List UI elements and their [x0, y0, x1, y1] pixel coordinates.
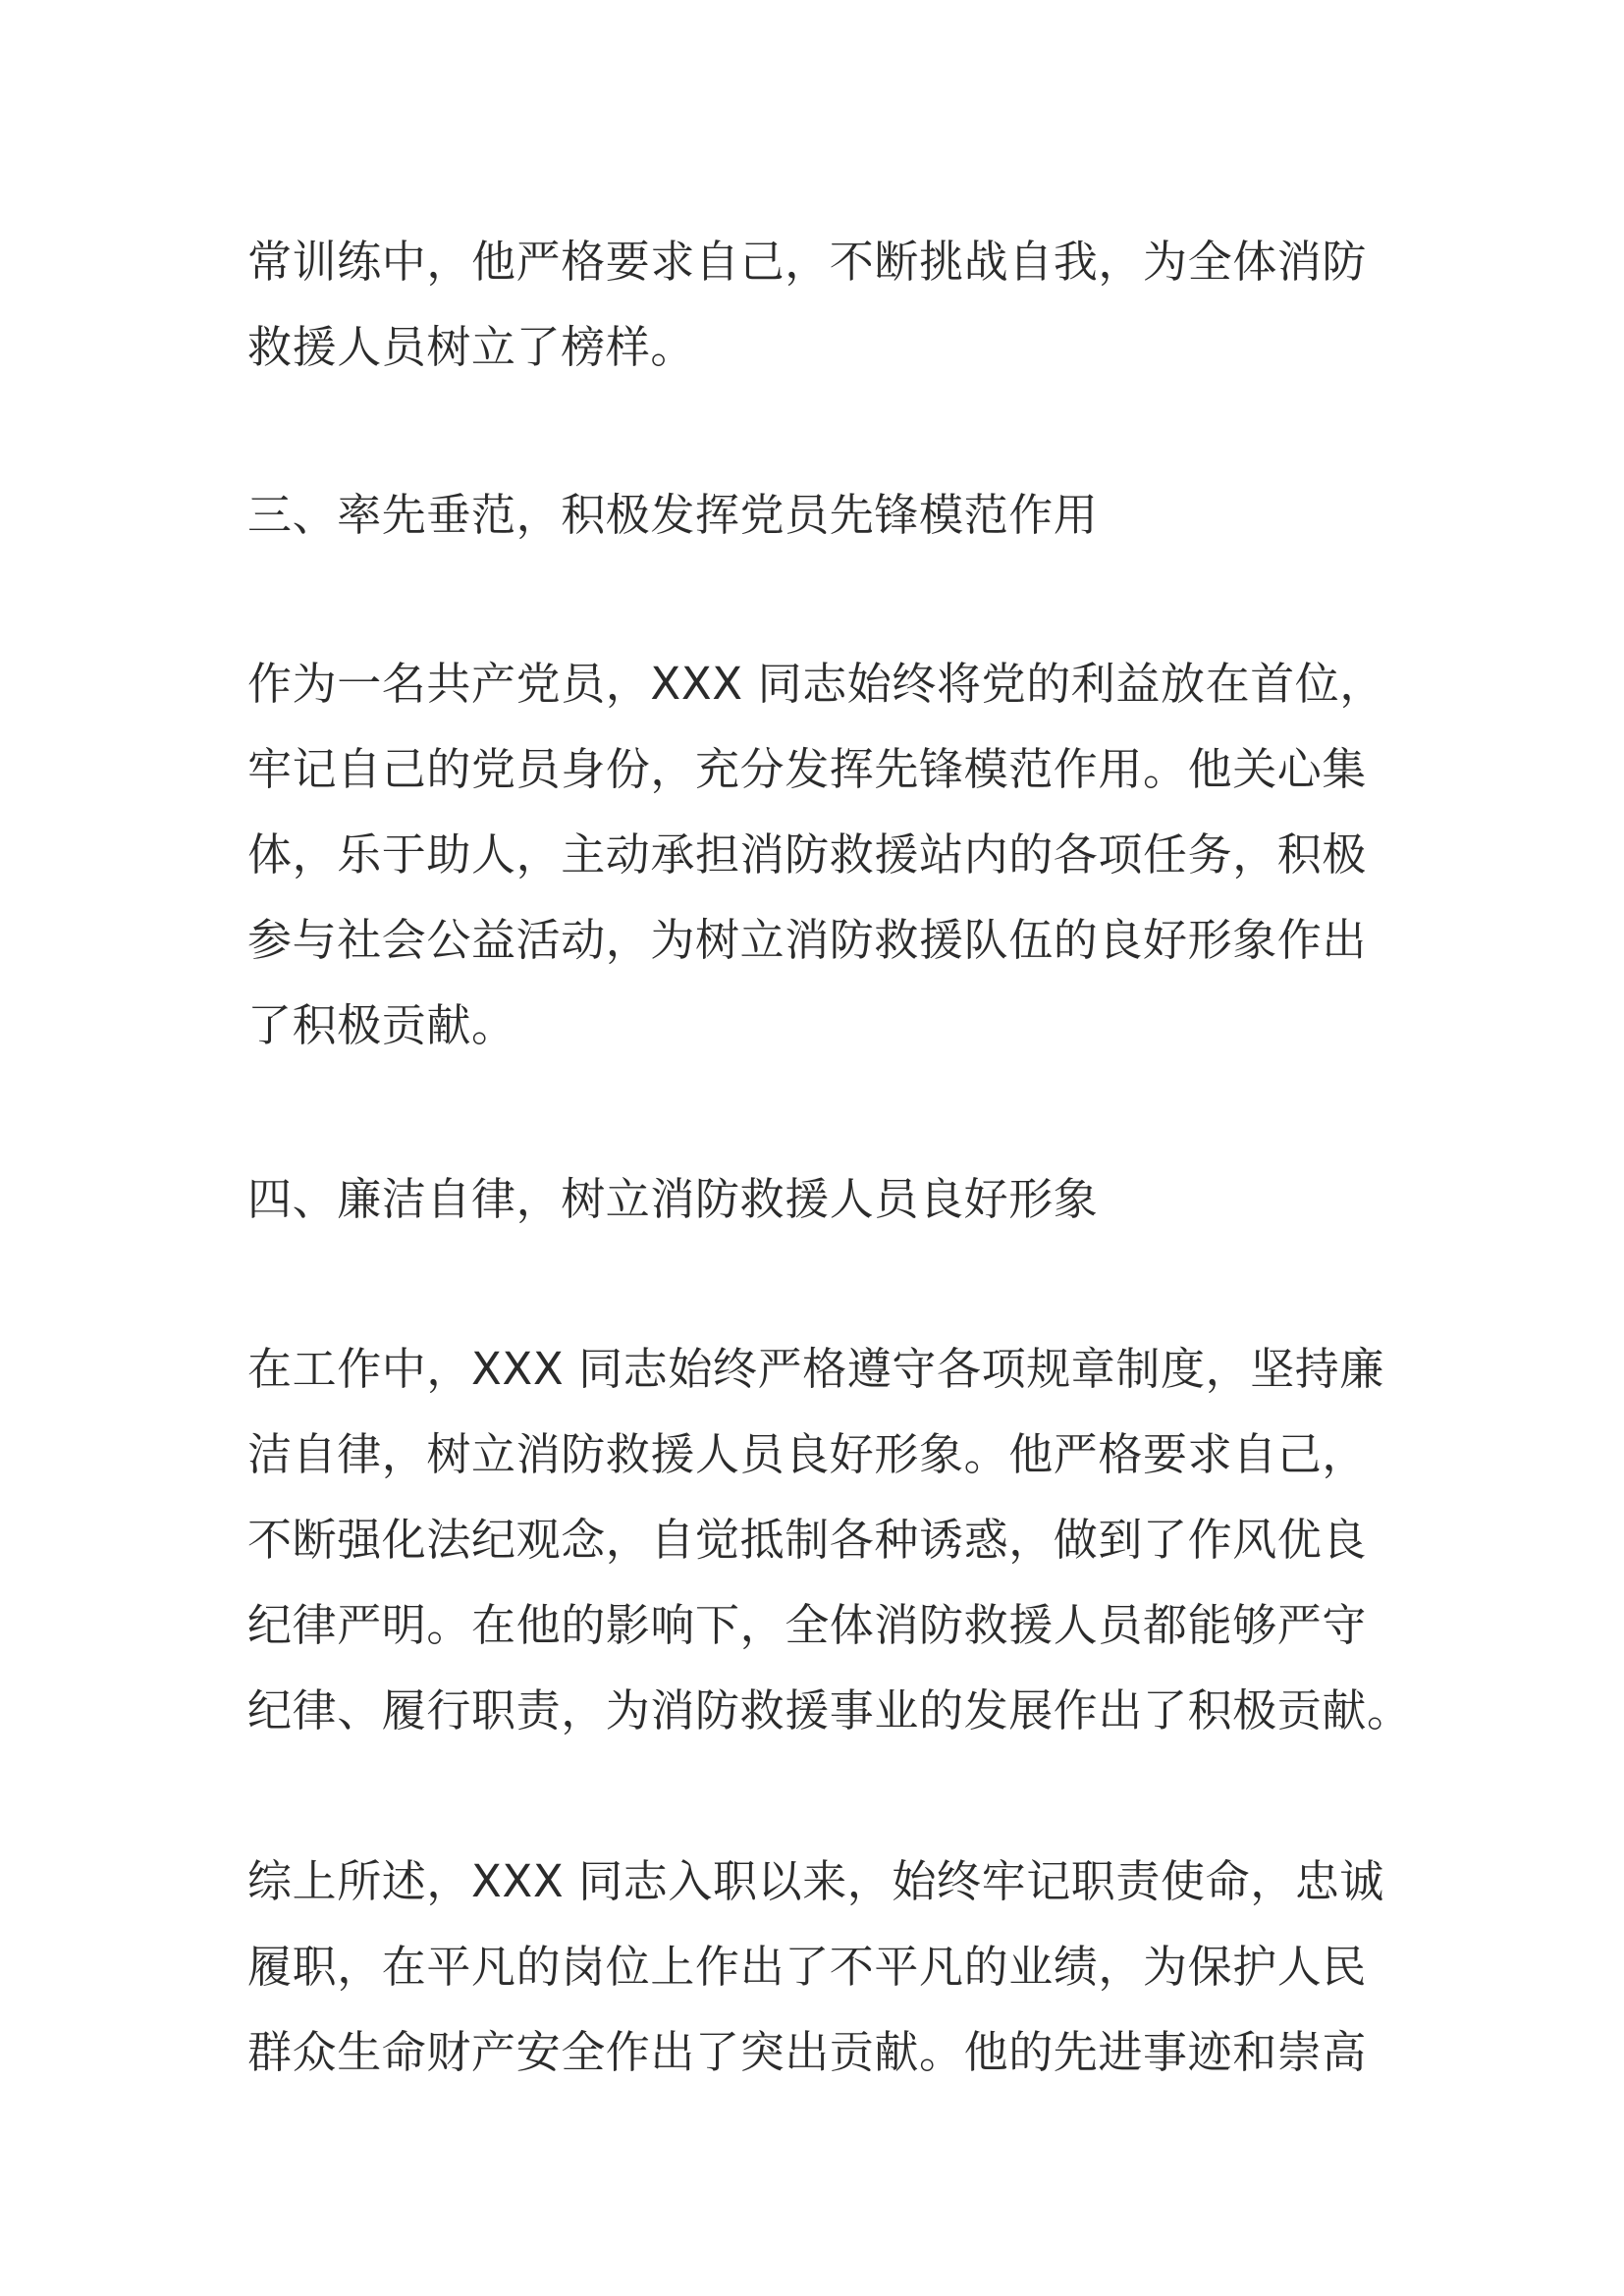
text-line: 参与社会公益活动，为树立消防救援队伍的良好形象作出: [247, 914, 1368, 966]
section-heading-4: 四、廉洁自律，树立消防救援人员良好形象: [247, 1173, 1099, 1225]
text-line: 牢记自己的党员身份，充分发挥先锋模范作用。他关心集: [247, 743, 1368, 795]
text-line: 作为一名共产党员，XXX 同志始终将党的利益放在首位，: [247, 658, 1384, 710]
text-line: 群众生命财产安全作出了突出贡献。他的先进事迹和崇高: [247, 2026, 1368, 2078]
text-line: 体，乐于助人，主动承担消防救援站内的各项任务，积极: [247, 828, 1368, 881]
text-line: 纪律严明。在他的影响下，全体消防救援人员都能够严守: [247, 1599, 1368, 1651]
text-line: 不断强化法纪观念，自觉抵制各种诱惑，做到了作风优良: [247, 1514, 1368, 1566]
text-line: 综上所述，XXX 同志入职以来，始终牢记职责使命，忠诚: [247, 1855, 1384, 1907]
text-line: 纪律、履行职责，为消防救援事业的发展作出了积极贡献。: [247, 1684, 1412, 1736]
text-line: 洁自律，树立消防救援人员良好形象。他严格要求自己，: [247, 1428, 1368, 1480]
text-line: 履职，在平凡的岗位上作出了不平凡的业绩，为保护人民: [247, 1941, 1368, 1993]
text-line: 常训练中，他严格要求自己，不断挑战自我，为全体消防: [247, 236, 1368, 288]
section-heading-3: 三、率先垂范，积极发挥党员先锋模范作用: [247, 489, 1099, 541]
text-line: 在工作中，XXX 同志始终严格遵守各项规章制度，坚持廉: [247, 1343, 1384, 1395]
text-line: 救援人员树立了榜样。: [247, 321, 696, 373]
text-line: 了积极贡献。: [247, 999, 516, 1051]
